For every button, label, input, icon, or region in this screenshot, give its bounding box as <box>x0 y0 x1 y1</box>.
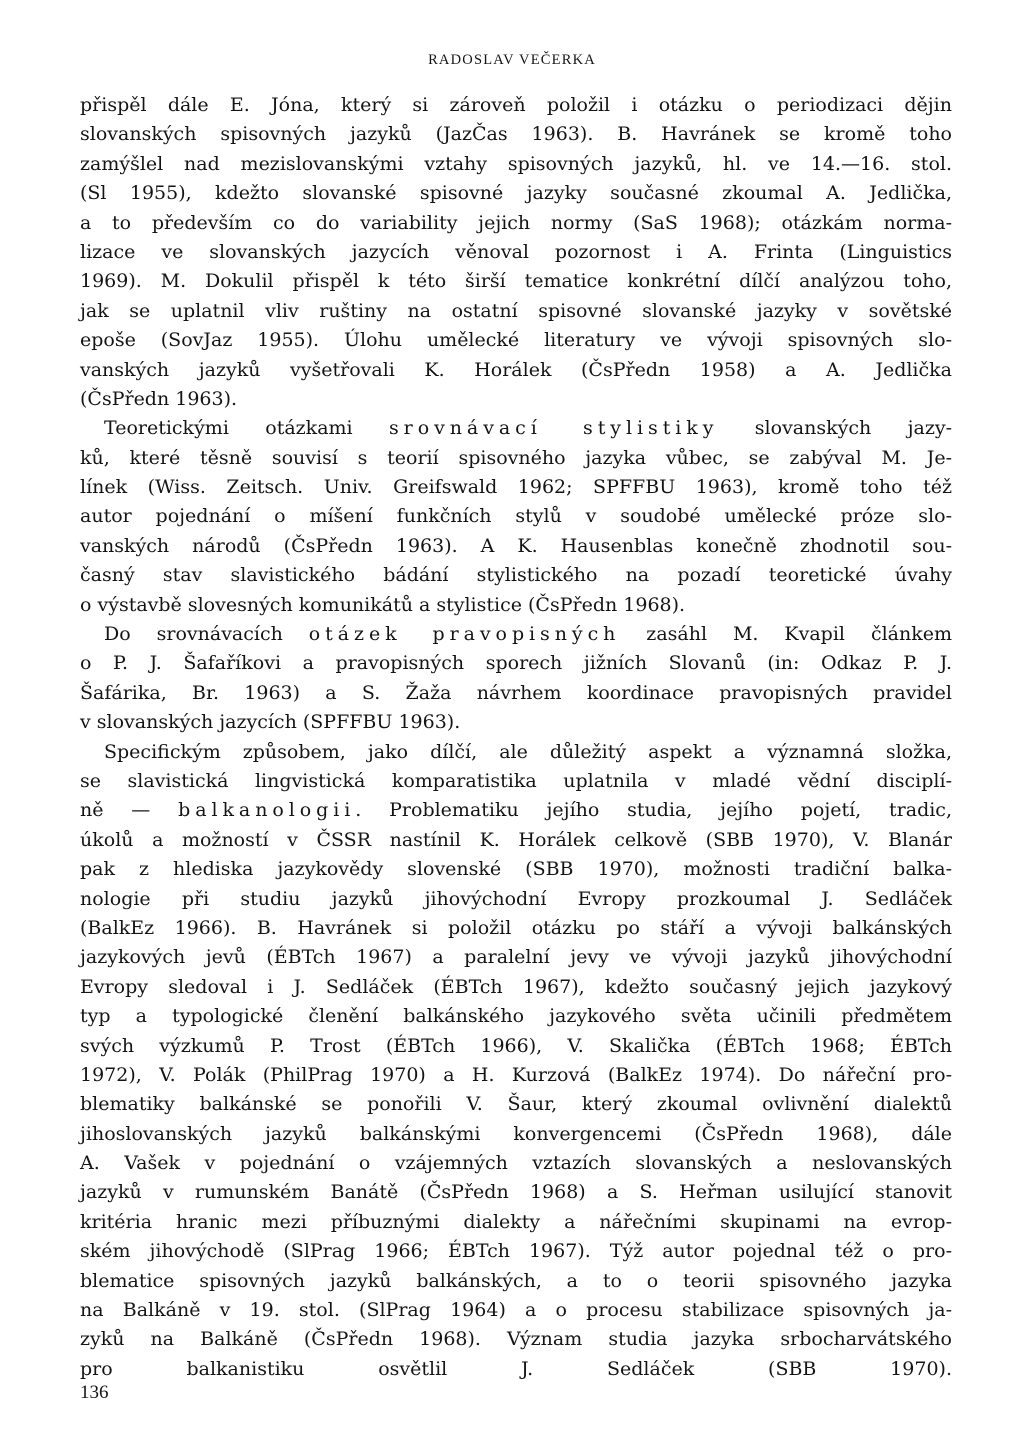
text-segment: Teoretickými otázkami <box>104 417 389 440</box>
body-text <box>80 91 952 1384</box>
text-line: Specifickým způsobem, jako dílčí, ale důležitý aspekt a významná složka, <box>104 740 952 763</box>
text-line: nologie při studiu jazyků jihovýchodní Evropy prozkoumal J. Sedláček <box>80 887 952 910</box>
spaced-emphasis: otázek pravopisných <box>308 623 621 646</box>
text-line: 1969). M. Dokulil přispěl k této širší tematice konkrétní dílčí analýzou toho, <box>80 270 952 293</box>
text-line: jazyků v rumunském Banátě (ČsPředn 1968) a S. Heřman usilující stanovit <box>80 1181 952 1204</box>
text-segment: . Problematiku jejího studia, jejího pojetí, tradic, <box>355 799 952 822</box>
text-line: jihoslovanských jazyků balkánskými konvergencemi (ČsPředn 1968), dále <box>80 1122 952 1145</box>
text-line: v slovanských jazycích (SPFFBU 1963). <box>80 711 461 734</box>
text-segment: Do srovnávacích <box>104 623 309 646</box>
spaced-emphasis: balkanologii <box>178 799 356 822</box>
text-line: A. Vašek v pojednání o vzájemných vztazích slovanských a neslovanských <box>80 1152 952 1175</box>
text-line: zamýšlel nad mezislovanskými vztahy spisovných jazyků, hl. ve 14.—16. stol. <box>80 152 952 175</box>
text-line: jak se uplatnil vliv ruštiny na ostatní spisovné slovanské jazyky v sovětské <box>80 299 952 322</box>
spaced-emphasis: srovnávací stylistiky <box>388 417 719 440</box>
text-line: na Balkáně v 19. stol. (SlPrag 1964) a o procesu stabilizace spisovných ja- <box>80 1299 952 1322</box>
text-line: blematice spisovných jazyků balkánských, a to o teorii spisovného jazyka <box>80 1269 952 1292</box>
text-line: 1972), V. Polák (PhilPrag 1970) a H. Kurzová (BalkEz 1974). Do nářeční pro- <box>80 1063 952 1086</box>
text-segment: slovanských jazy- <box>718 417 952 440</box>
text-line: (Sl 1955), kdežto slovanské spisovné jazyky současné zkoumal A. Jedlička, <box>80 182 952 205</box>
text-line: jazykových jevů (ÉBTch 1967) a paralelní jevy ve vývoji jazyků jihovýchodní <box>80 946 952 969</box>
text-line: přispěl dále E. Jóna, který si zároveň položil i otázku o periodizaci dějin <box>80 94 952 116</box>
text-line: slovanských spisovných jazyků (JazČas 1963). B. Havránek se kromě toho <box>80 123 952 146</box>
text-line <box>80 414 952 443</box>
text-line: Šafárika, Br. 1963) a S. Žaža návrhem koordinace pravopisných pravidel <box>80 681 952 704</box>
text-line: o P. J. Šafaříkovi a pravopisných sporech jižních Slovanů (in: Odkaz P. J. <box>80 652 952 675</box>
text-line: Evropy sledoval i J. Sedláček (ÉBTch 1967), kdežto současný jejich jazykový <box>80 975 952 998</box>
text-line: zyků na Balkáně (ČsPředn 1968). Význam studia jazyka srbocharvátského <box>80 1328 952 1351</box>
text-line: (ČsPředn 1963). <box>80 387 238 410</box>
text-line: typ a typologické členění balkánského jazykového světa učinili předmětem <box>80 1005 952 1028</box>
text-line: úkolů a možností v ČSSR nastínil K. Horálek celkově (SBB 1970), V. Blanár <box>80 828 952 851</box>
text-line <box>80 796 952 825</box>
text-segment: ně — <box>80 799 179 822</box>
text-line: časný stav slavistického bádání stylistického na pozadí teoretické úvahy <box>80 564 952 587</box>
text-line: se slavistická lingvistická komparatistika uplatnila v mladé vědní disciplí- <box>80 769 952 792</box>
text-line: ků, které těsně souvisí s teorií spisovného jazyka vůbec, se zabýval M. Je- <box>80 446 952 469</box>
text-line: ském jihovýchodě (SlPrag 1966; ÉBTch 1967). Týž autor pojednal též o pro- <box>80 1240 952 1263</box>
text-line: epoše (SovJaz 1955). Úlohu umělecké literatury ve vývoji spisovných slo- <box>80 329 952 352</box>
text-line: blematiky balkánské se ponořili V. Šaur, který zkoumal ovlivnění dialektů <box>80 1093 952 1116</box>
text-line: a to především co do variability jejich normy (SaS 1968); otázkám norma- <box>80 211 952 234</box>
text-line: pak z hlediska jazykovědy slovenské (SBB 1970), možnosti tradiční balka- <box>80 858 952 881</box>
text-segment: zasáhl M. Kvapil článkem <box>620 623 952 646</box>
text-line: autor pojednání o míšení funkčních stylů v soudobé umělecké próze slo- <box>80 505 952 528</box>
text-line: kritéria hranic mezi příbuznými dialekty a nářečními skupinami na evrop- <box>80 1210 952 1233</box>
text-line: vanských jazyků vyšetřovali K. Horálek (ČsPředn 1958) a A. Jedlička <box>80 358 952 381</box>
text-line: lizace ve slovanských jazycích věnoval pozornost i A. Frinta (Linguistics <box>80 240 952 263</box>
text-line: o výstavbě slovesných komunikátů a stylistice (ČsPředn 1968). <box>80 593 686 616</box>
page-number: 136 <box>80 1382 109 1403</box>
text-line: pro balkanistiku osvětlil J. Sedláček (SBB 1970). <box>80 1357 952 1380</box>
text-line: (BalkEz 1966). B. Havránek si položil otázku po stáří a vývoji balkánských <box>80 916 952 939</box>
running-head: RADOSLAV VEČERKA <box>428 52 596 68</box>
text-line <box>80 620 952 649</box>
text-line: línek (Wiss. Zeitsch. Univ. Greifswald 1962; SPFFBU 1963), kromě toho též <box>80 476 952 499</box>
text-line: vanských národů (ČsPředn 1963). A K. Hausenblas konečně zhodnotil sou- <box>80 534 952 557</box>
text-line: svých výzkumů P. Trost (ÉBTch 1966), V. Skalička (ÉBTch 1968; ÉBTch <box>80 1034 952 1057</box>
